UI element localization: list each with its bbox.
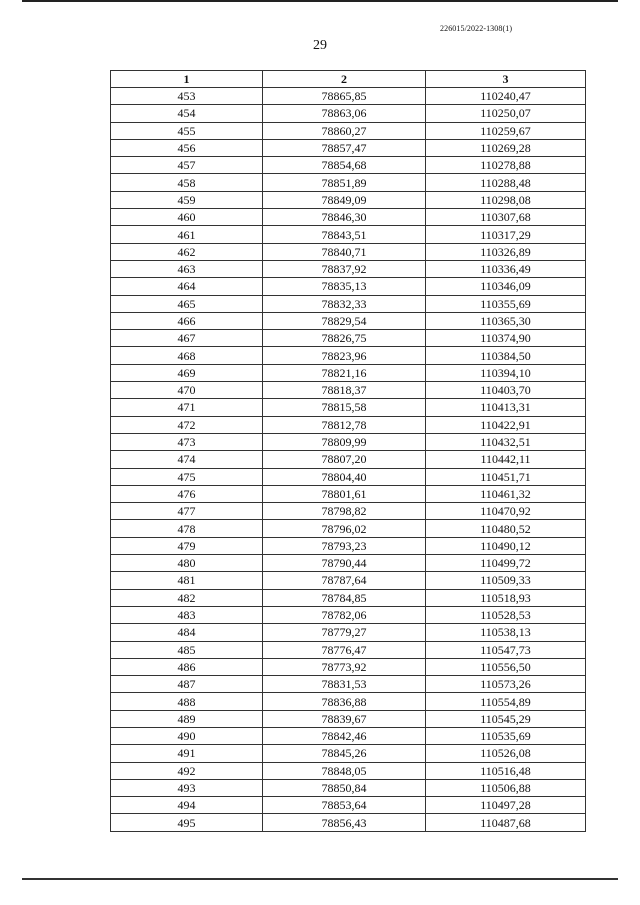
table-cell-col2: 78790,44: [263, 555, 426, 572]
coordinates-table: [110, 70, 586, 832]
table-cell-col2: 78801,61: [263, 485, 426, 502]
table-row: [111, 779, 586, 796]
table-cell-col1: 459: [111, 191, 263, 208]
table-cell-col1: 461: [111, 226, 263, 243]
table-cell-col3: 110278,88: [426, 157, 586, 174]
table-cell-col2: 78804,40: [263, 468, 426, 485]
table-cell-col1: 455: [111, 122, 263, 139]
table-cell-col1: 456: [111, 139, 263, 156]
table-cell-col1: 489: [111, 710, 263, 727]
table-cell-col3: 110326,89: [426, 243, 586, 260]
table-row: [111, 88, 586, 105]
table-cell-col3: 110365,30: [426, 312, 586, 329]
table-cell-col1: 483: [111, 606, 263, 623]
table-cell-col2: 78821,16: [263, 364, 426, 381]
table-cell-col1: 480: [111, 555, 263, 572]
table-cell-col2: 78773,92: [263, 658, 426, 675]
table-cell-col3: 110394,10: [426, 364, 586, 381]
table-cell-col1: 453: [111, 88, 263, 105]
table-cell-col2: 78842,46: [263, 727, 426, 744]
table-cell-col1: 460: [111, 209, 263, 226]
table-cell-col2: 78815,58: [263, 399, 426, 416]
table-row: [111, 606, 586, 623]
table-cell-col3: 110355,69: [426, 295, 586, 312]
table-cell-col3: 110250,07: [426, 105, 586, 122]
table-cell-col3: 110422,91: [426, 416, 586, 433]
table-row: [111, 416, 586, 433]
table-cell-col1: 473: [111, 433, 263, 450]
table-row: [111, 658, 586, 675]
table-cell-col1: 490: [111, 727, 263, 744]
table-cell-col3: 110461,32: [426, 485, 586, 502]
table-cell-col1: 475: [111, 468, 263, 485]
table-cell-col2: 78823,96: [263, 347, 426, 364]
table-cell-col2: 78849,09: [263, 191, 426, 208]
table-cell-col1: 486: [111, 658, 263, 675]
table-cell-col1: 458: [111, 174, 263, 191]
table-cell-col3: 110288,48: [426, 174, 586, 191]
table-cell-col3: 110413,31: [426, 399, 586, 416]
table-cell-col3: 110374,90: [426, 330, 586, 347]
table-cell-col3: 110528,53: [426, 606, 586, 623]
table-cell-col3: 110535,69: [426, 727, 586, 744]
table-row: [111, 382, 586, 399]
table-cell-col1: 478: [111, 520, 263, 537]
table-cell-col2: 78784,85: [263, 589, 426, 606]
table-row: [111, 191, 586, 208]
table-cell-col2: 78860,27: [263, 122, 426, 139]
table-cell-col2: 78807,20: [263, 451, 426, 468]
table-cell-col3: 110487,68: [426, 814, 586, 831]
table-row: [111, 624, 586, 641]
table-cell-col2: 78835,13: [263, 278, 426, 295]
table-cell-col1: 465: [111, 295, 263, 312]
table-cell-col2: 78843,51: [263, 226, 426, 243]
table-row: [111, 745, 586, 762]
table-cell-col3: 110547,73: [426, 641, 586, 658]
table-row: [111, 451, 586, 468]
table-row: [111, 727, 586, 744]
table-row: [111, 520, 586, 537]
table-row: [111, 209, 586, 226]
table-cell-col1: 482: [111, 589, 263, 606]
table-cell-col2: 78846,30: [263, 209, 426, 226]
table-row: [111, 468, 586, 485]
table-cell-col3: 110497,28: [426, 797, 586, 814]
column-header-1: 1: [111, 71, 263, 88]
table-cell-col1: 495: [111, 814, 263, 831]
table-cell-col3: 110403,70: [426, 382, 586, 399]
table-row: [111, 433, 586, 450]
table-cell-col2: 78854,68: [263, 157, 426, 174]
table-cell-col3: 110516,48: [426, 762, 586, 779]
table-cell-col3: 110384,50: [426, 347, 586, 364]
table-cell-col2: 78793,23: [263, 537, 426, 554]
table-cell-col2: 78865,85: [263, 88, 426, 105]
table-cell-col1: 485: [111, 641, 263, 658]
table-cell-col3: 110442,11: [426, 451, 586, 468]
table-cell-col1: 454: [111, 105, 263, 122]
table-cell-col3: 110499,72: [426, 555, 586, 572]
table-cell-col3: 110556,50: [426, 658, 586, 675]
table-cell-col2: 78836,88: [263, 693, 426, 710]
table-row: [111, 174, 586, 191]
page-number: 29: [313, 38, 327, 53]
table-row: [111, 122, 586, 139]
table-cell-col2: 78856,43: [263, 814, 426, 831]
table-cell-col3: 110545,29: [426, 710, 586, 727]
table-cell-col1: 494: [111, 797, 263, 814]
table-row: [111, 330, 586, 347]
table-cell-col3: 110240,47: [426, 88, 586, 105]
table-cell-col1: 476: [111, 485, 263, 502]
table-cell-col1: 462: [111, 243, 263, 260]
table-cell-col3: 110490,12: [426, 537, 586, 554]
table-cell-col1: 466: [111, 312, 263, 329]
table-cell-col3: 110346,09: [426, 278, 586, 295]
table-cell-col2: 78839,67: [263, 710, 426, 727]
table-cell-col2: 78845,26: [263, 745, 426, 762]
table-cell-col2: 78837,92: [263, 260, 426, 277]
table-cell-col2: 78851,89: [263, 174, 426, 191]
bottom-rule: [22, 878, 618, 880]
table-cell-col2: 78776,47: [263, 641, 426, 658]
table-body: [111, 88, 586, 832]
table-header: [111, 71, 586, 88]
table-cell-col2: 78812,78: [263, 416, 426, 433]
table-cell-col1: 479: [111, 537, 263, 554]
table-cell-col3: 110573,26: [426, 676, 586, 693]
table-cell-col3: 110526,08: [426, 745, 586, 762]
table-row: [111, 555, 586, 572]
table-row: [111, 572, 586, 589]
table-row: [111, 641, 586, 658]
table-cell-col2: 78787,64: [263, 572, 426, 589]
table-row: [111, 485, 586, 502]
table-cell-col1: 457: [111, 157, 263, 174]
table-row: [111, 589, 586, 606]
table-cell-col3: 110259,67: [426, 122, 586, 139]
table-cell-col3: 110269,28: [426, 139, 586, 156]
table-cell-col1: 464: [111, 278, 263, 295]
table-row: [111, 312, 586, 329]
table-cell-col2: 78779,27: [263, 624, 426, 641]
table-cell-col1: 492: [111, 762, 263, 779]
table-cell-col3: 110518,93: [426, 589, 586, 606]
table-cell-col2: 78829,54: [263, 312, 426, 329]
table-cell-col2: 78853,64: [263, 797, 426, 814]
table-cell-col2: 78809,99: [263, 433, 426, 450]
table-cell-col1: 463: [111, 260, 263, 277]
table-row: [111, 676, 586, 693]
table-cell-col3: 110336,49: [426, 260, 586, 277]
table-cell-col1: 493: [111, 779, 263, 796]
table-row: [111, 105, 586, 122]
table-cell-col2: 78850,84: [263, 779, 426, 796]
table-cell-col3: 110451,71: [426, 468, 586, 485]
table-row: [111, 278, 586, 295]
column-header-3: 3: [426, 71, 586, 88]
table-cell-col1: 481: [111, 572, 263, 589]
table-cell-col2: 78782,06: [263, 606, 426, 623]
table-cell-col3: 110554,89: [426, 693, 586, 710]
table-cell-col1: 474: [111, 451, 263, 468]
table-row: [111, 157, 586, 174]
table-row: [111, 295, 586, 312]
table-cell-col1: 470: [111, 382, 263, 399]
table-cell-col3: 110298,08: [426, 191, 586, 208]
table-row: [111, 537, 586, 554]
table-row: [111, 797, 586, 814]
table-cell-col1: 472: [111, 416, 263, 433]
table-row: [111, 243, 586, 260]
table-cell-col1: 471: [111, 399, 263, 416]
table-cell-col1: 484: [111, 624, 263, 641]
table-cell-col2: 78826,75: [263, 330, 426, 347]
table-cell-col1: 467: [111, 330, 263, 347]
table-row: [111, 693, 586, 710]
table-row: [111, 814, 586, 831]
table-cell-col3: 110480,52: [426, 520, 586, 537]
table-row: [111, 503, 586, 520]
table-cell-col1: 488: [111, 693, 263, 710]
table-cell-col3: 110432,51: [426, 433, 586, 450]
table-cell-col3: 110538,13: [426, 624, 586, 641]
table-row: [111, 226, 586, 243]
table-cell-col1: 491: [111, 745, 263, 762]
table-cell-col3: 110470,92: [426, 503, 586, 520]
table-row: [111, 260, 586, 277]
table-cell-col2: 78831,53: [263, 676, 426, 693]
table-row: [111, 364, 586, 381]
table-cell-col1: 469: [111, 364, 263, 381]
table-cell-col3: 110509,33: [426, 572, 586, 589]
table-cell-col3: 110317,29: [426, 226, 586, 243]
table-cell-col2: 78848,05: [263, 762, 426, 779]
table-row: [111, 139, 586, 156]
table-cell-col3: 110506,88: [426, 779, 586, 796]
table-row: [111, 762, 586, 779]
table-cell-col1: 477: [111, 503, 263, 520]
table-cell-col3: 110307,68: [426, 209, 586, 226]
table-cell-col1: 487: [111, 676, 263, 693]
table-row: [111, 710, 586, 727]
header-row: [111, 71, 586, 88]
table-row: [111, 399, 586, 416]
table-cell-col2: 78857,47: [263, 139, 426, 156]
table-cell-col2: 78818,37: [263, 382, 426, 399]
document-number: 226015/2022-1308(1): [440, 24, 513, 33]
table-cell-col1: 468: [111, 347, 263, 364]
top-rule: [22, 0, 618, 2]
table-cell-col2: 78796,02: [263, 520, 426, 537]
table-cell-col2: 78798,82: [263, 503, 426, 520]
table-row: [111, 347, 586, 364]
table-cell-col2: 78863,06: [263, 105, 426, 122]
column-header-2: 2: [263, 71, 426, 88]
table-cell-col2: 78832,33: [263, 295, 426, 312]
table-cell-col2: 78840,71: [263, 243, 426, 260]
